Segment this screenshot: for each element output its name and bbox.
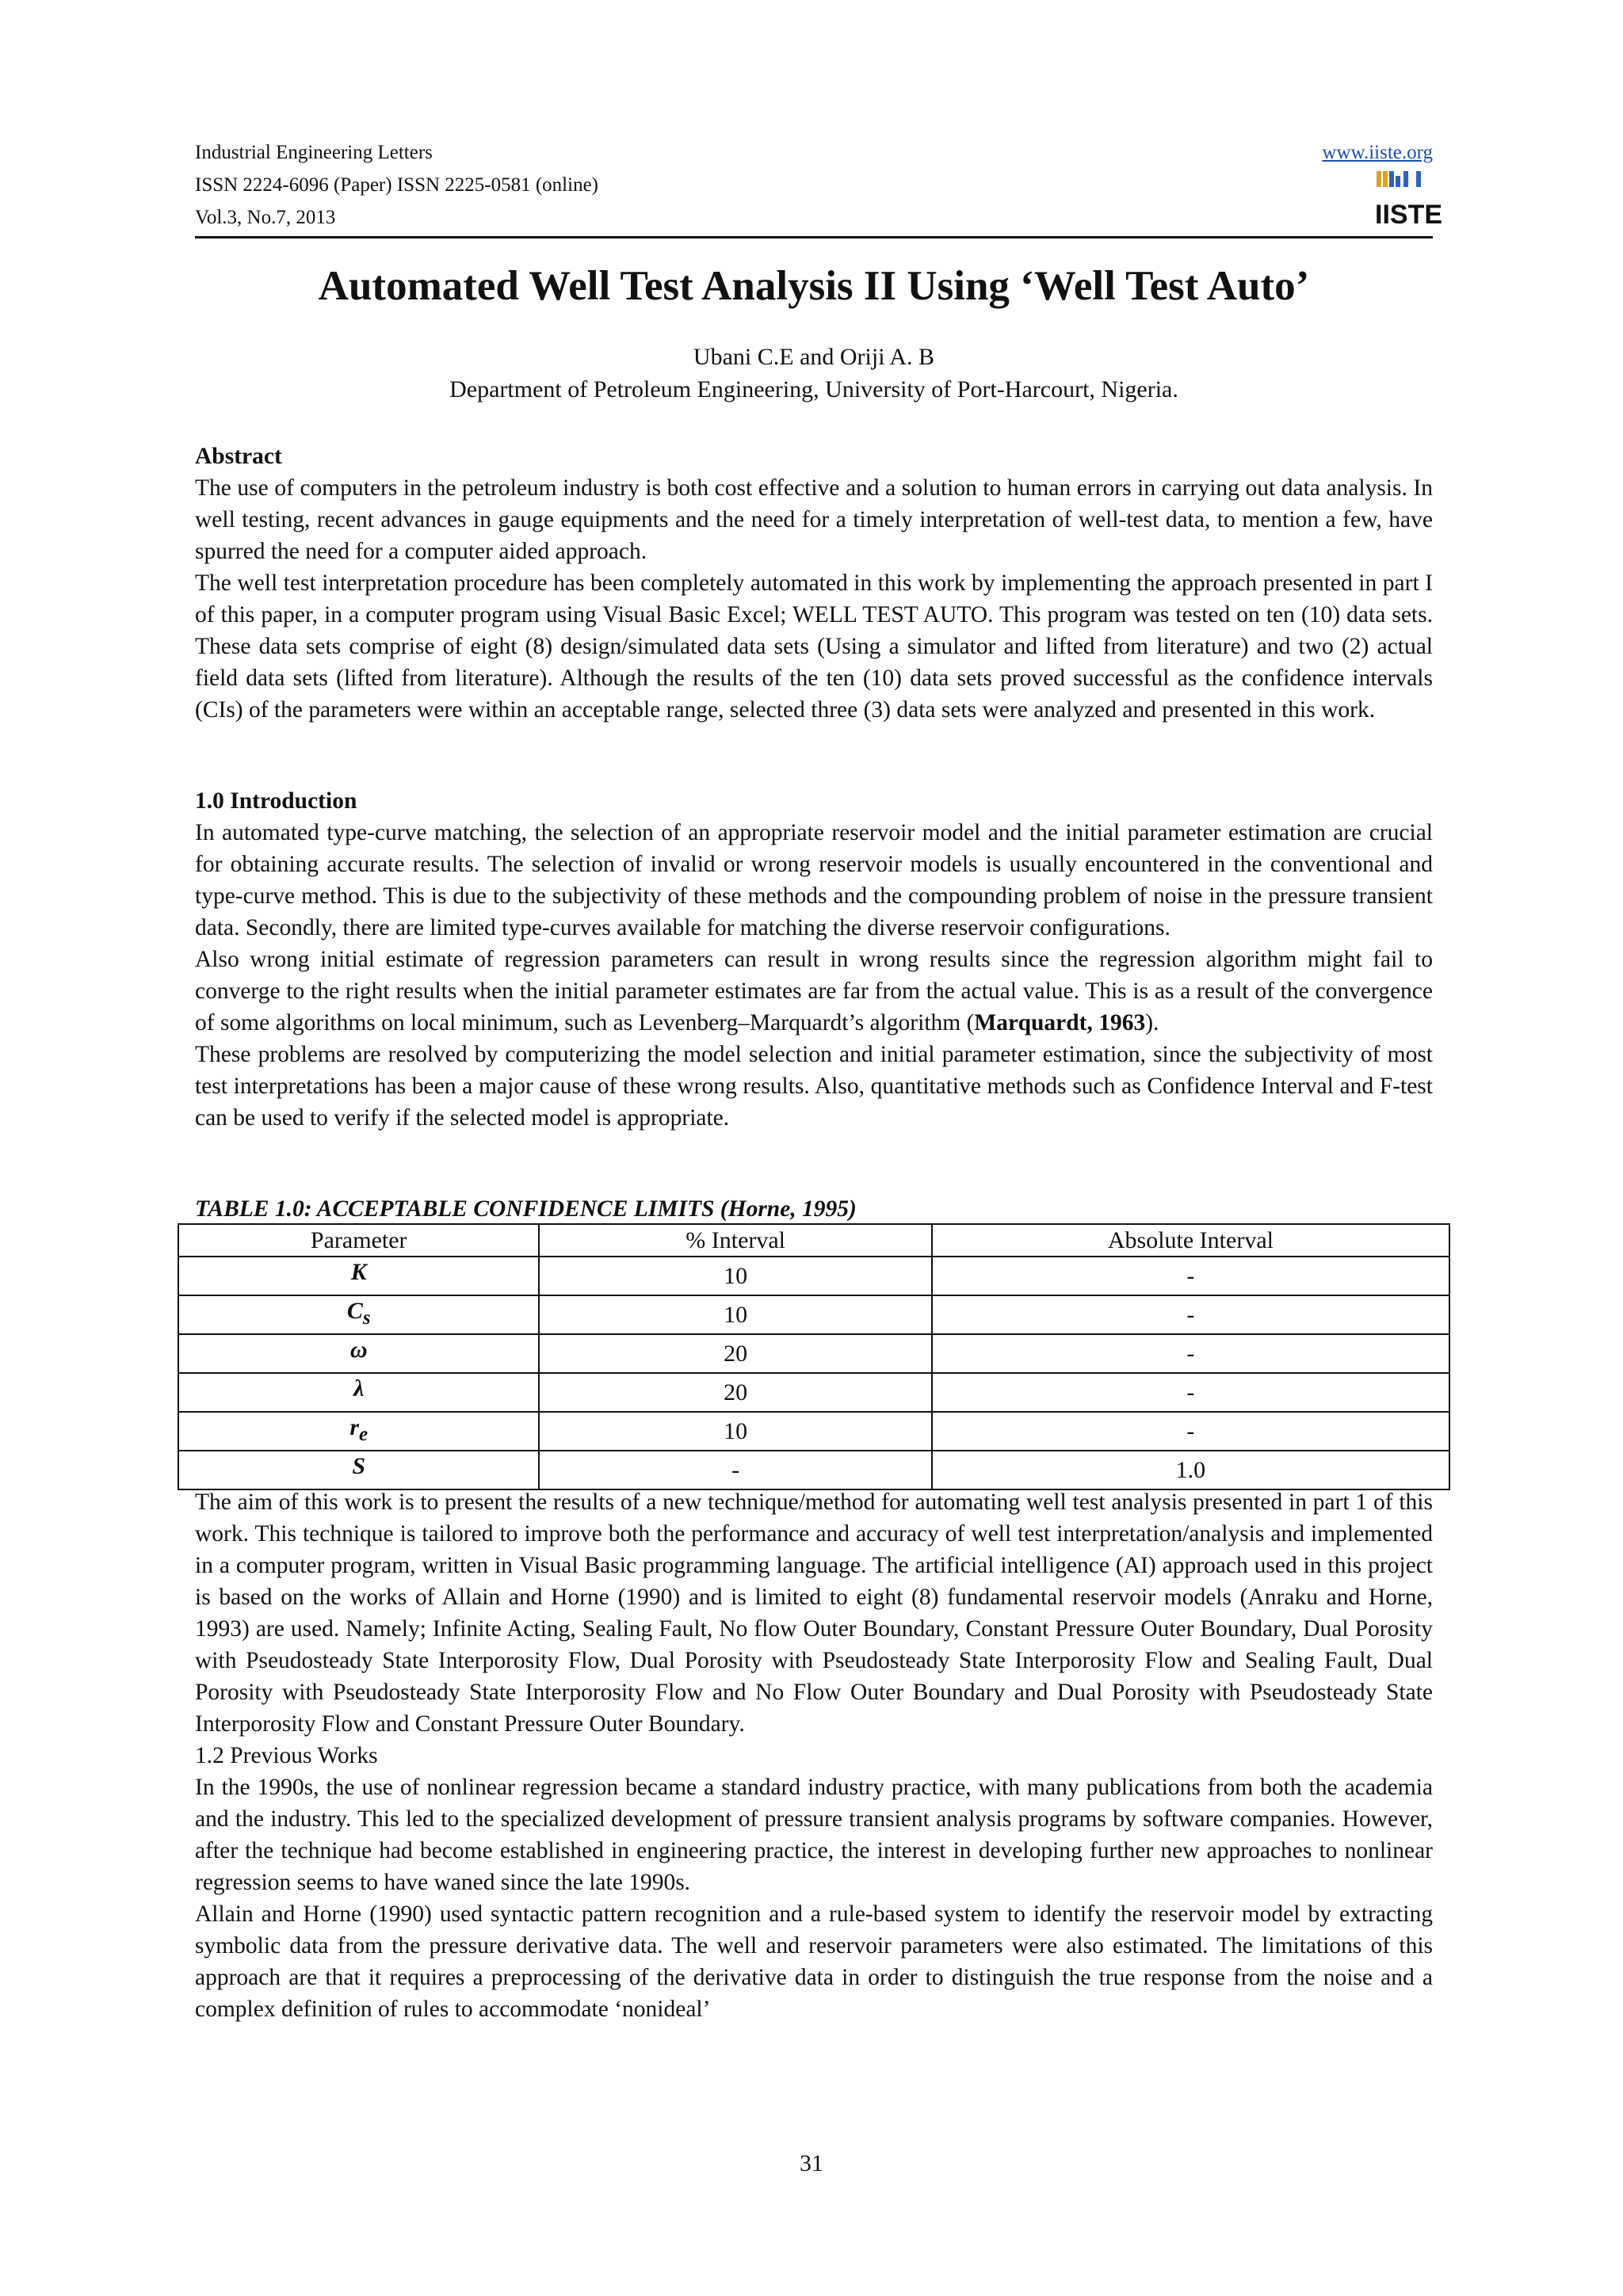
param-cell: K (178, 1257, 539, 1295)
intro-p2-text: Also wrong initial estimate of regression parameters can result in wrong results since the regression algorithm might fail to converge to the right results when the initial parameter estimates are far from the actual value. This is as a result of the convergence of some algorithms on local minimum, such as Levenberg–Marquardt’s algorithm ( (195, 947, 1433, 1035)
param-cell: S (178, 1451, 539, 1489)
percent-cell: 10 (539, 1295, 931, 1334)
journal-name: Industrial Engineering Letters (195, 142, 433, 163)
journal-volume: Vol.3, No.7, 2013 (195, 207, 336, 228)
author-block (195, 341, 1433, 406)
abstract-paragraph-2: The well test interpretation procedure has been completely automated in this work by implementing the approach presented in part I of this paper, in a computer program using Visual Basic Excel; WELL TEST AUTO. This program was tested on ten (10) data sets. These data sets comprise of eight (8) design/simulated data sets (Using a simulator and lifted from literature) and two (2) actual field data sets (lifted from literature). Although the results of the ten (10) data sets proved successful as the confidence intervals (CIs) of the parameters were within an acceptable range, selected three (3) data sets were analyzed and presented in this work. (195, 570, 1433, 723)
percent-cell: 10 (539, 1257, 931, 1295)
previous-works-heading: 1.2 Previous Works (195, 1743, 378, 1768)
param-cell: $C_s$ (178, 1295, 539, 1334)
header-parameter: Parameter (178, 1224, 539, 1257)
header-rule (195, 236, 1433, 238)
marquardt-reference: Marquardt, 1963 (974, 1010, 1146, 1035)
percent-cell: 20 (539, 1373, 931, 1412)
iiste-logo (1373, 168, 1443, 230)
absolute-cell: - (932, 1295, 1449, 1334)
authors: Ubani C.E and Oriji A. B (693, 344, 935, 370)
introduction-paragraph-3: These problems are resolved by computerizing the model selection and initial parameter estimation, since the subjectivity of most test interpretations has been a major cause of these wrong results. Also, quantitative methods such as Confidence Interval and F-test can be used to verify if the selected model is appropriate. (195, 1042, 1433, 1131)
table-header-row (178, 1224, 1449, 1257)
abstract-section (195, 441, 1433, 726)
table-caption: TABLE 1.0: ACCEPTABLE CONFIDENCE LIMITS (Horne, 1995) (195, 1196, 857, 1222)
introduction-paragraph-1: In automated type-curve matching, the selection of an appropriate reservoir model and the initial parameter estimation are crucial for obtaining accurate results. The selection of invalid or wrong reservoir models is usually encountered in the conventional and type-curve method. This is due to the subjectivity of these methods and the compounding problem of noise in the pressure transient data. Secondly, there are limited type-curves available for matching the diverse reservoir configurations. (195, 820, 1433, 940)
percent-cell: 20 (539, 1334, 931, 1373)
table-row (178, 1295, 1449, 1334)
previous-works-paragraph-1: In the 1990s, the use of nonlinear regression became a standard industry practice, with many publications from both the academia and the industry. This led to the specialized development of pressure transient analysis programs by software companies. However, after the technique had become established in engineering practice, the interest in developing further new approaches to nonlinear regression seems to have waned since the late 1990s. (195, 1775, 1433, 1895)
confidence-limits-table (178, 1223, 1450, 1490)
journal-issn: ISSN 2224-6096 (Paper) ISSN 2225-0581 (online) (195, 174, 598, 196)
percent-cell: 10 (539, 1412, 931, 1451)
table-row (178, 1412, 1449, 1451)
aim-paragraph: The aim of this work is to present the results of a new technique/method for automating well test analysis presented in part 1 of this work. This technique is tailored to improve both the performance and accuracy of well test interpretation/analysis and implemented in a computer program, written in Visual Basic programming language. The artificial intelligence (AI) approach used in this project is based on the works of Allain and Horne (1990) and is limited to eight (8) fundamental reservoir models (Anraku and Horne, 1993) are used. Namely; Infinite Acting, Sealing Fault, No flow Outer Boundary, Constant Pressure Outer Boundary, Dual Porosity with Pseudosteady State Interporosity Flow, Dual Porosity with Pseudosteady State Interporosity Flow and Sealing Fault, Dual Porosity with Pseudosteady State Interporosity Flow and No Flow Outer Boundary and Dual Porosity with Pseudosteady State Interporosity Flow and Constant Pressure Outer Boundary. (195, 1489, 1433, 1737)
page-number: 31 (800, 2150, 823, 2176)
introduction-section (195, 785, 1433, 1134)
affiliation: Department of Petroleum Engineering, University of Port-Harcourt, Nigeria. (449, 376, 1178, 402)
param-cell: λ (178, 1373, 539, 1412)
header-percent-interval: % Interval (539, 1224, 931, 1257)
journal-header (195, 136, 598, 234)
param-cell: ω (178, 1334, 539, 1373)
introduction-paragraph-2 (195, 944, 1433, 1039)
absolute-cell: - (932, 1373, 1449, 1412)
table-row (178, 1257, 1449, 1295)
aim-section (195, 1486, 1433, 2025)
percent-cell: - (539, 1451, 931, 1489)
introduction-heading: 1.0 Introduction (195, 788, 357, 814)
abstract-paragraph-1: The use of computers in the petroleum industry is both cost effective and a solution to human errors in carrying out data analysis. In well testing, recent advances in gauge equipments and the need for a timely interpretation of well-test data, to mention a few, have spurred the need for a computer aided approach. (195, 475, 1433, 564)
previous-works-paragraph-2: Allain and Horne (1990) used syntactic pattern recognition and a rule-based system to identify the reservoir model by extracting symbolic data from the pressure derivative data. The well and reservoir parameters were also estimated. The limitations of this approach are that it requires a preprocessing of the derivative data in order to distinguish the true response from the noise and a complex definition of rules to accommodate ‘nonideal’ (195, 1901, 1433, 2022)
logo-text: IISTE (1375, 200, 1443, 230)
param-cell: $r_e$ (178, 1412, 539, 1451)
abstract-heading: Abstract (195, 444, 282, 469)
absolute-cell: - (932, 1334, 1449, 1373)
paper-title: Automated Well Test Analysis II Using ‘Well Test Auto’ (318, 263, 1310, 309)
table-row (178, 1373, 1449, 1412)
intro-p2-end: ). (1145, 1010, 1159, 1035)
table-row (178, 1334, 1449, 1373)
header-absolute-interval: Absolute Interval (932, 1224, 1449, 1257)
absolute-cell: 1.0 (932, 1451, 1449, 1489)
journal-url-link[interactable]: www.iiste.org (1322, 142, 1433, 163)
absolute-cell: - (932, 1412, 1449, 1451)
absolute-cell: - (932, 1257, 1449, 1295)
table-row (178, 1451, 1449, 1489)
